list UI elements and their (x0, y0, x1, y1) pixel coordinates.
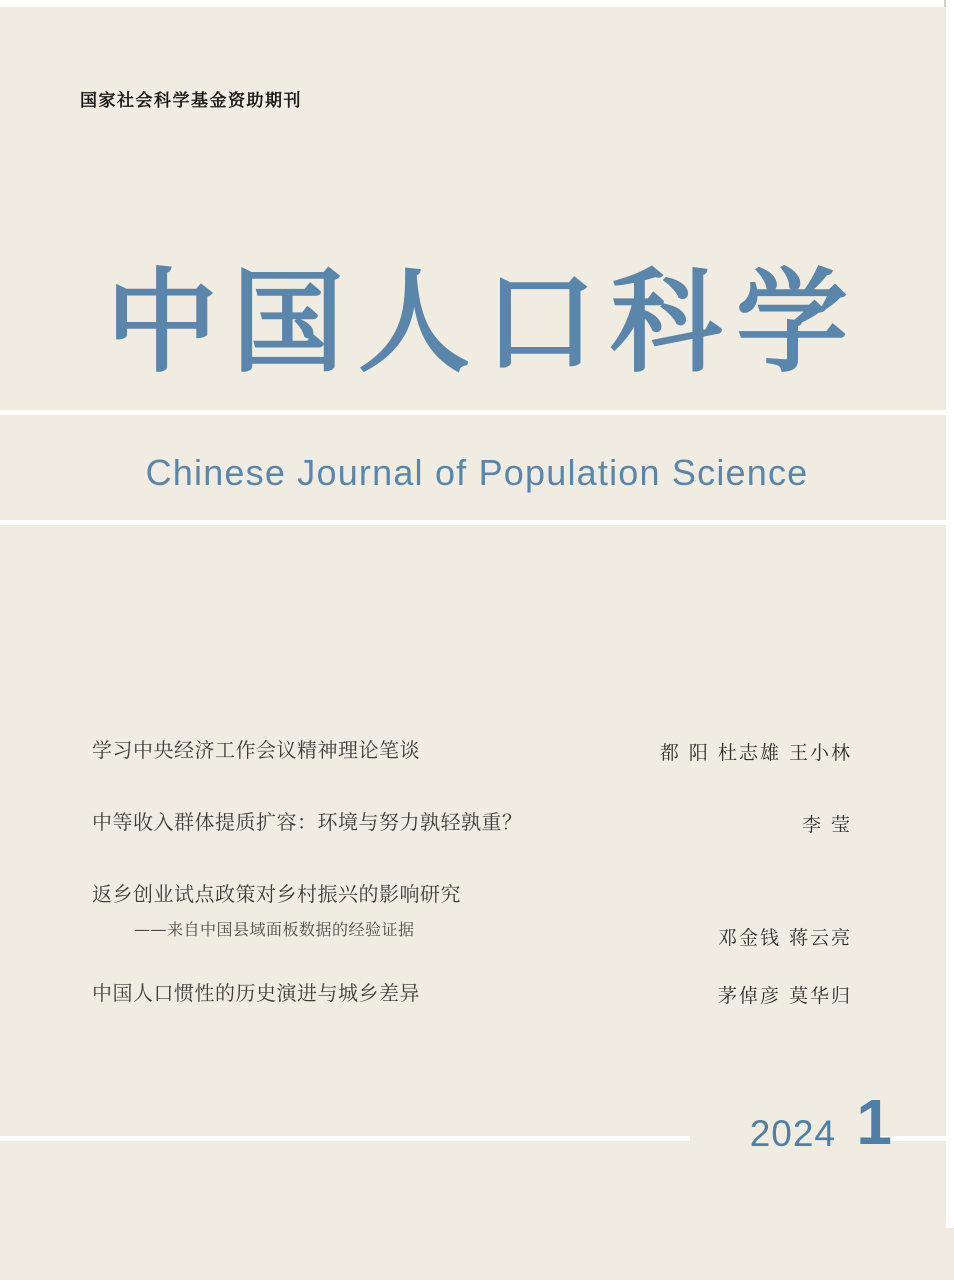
toc-entry-title: 中等收入群体提质扩容：环境与努力孰轻孰重？ (92, 810, 523, 834)
toc-entry-title: 学习中央经济工作会议精神理论笔谈 (92, 738, 420, 762)
toc-entry-subtitle: ——来自中国县域面板数据的经验证据 (134, 920, 415, 939)
issue-year: 2024 (749, 1113, 836, 1154)
toc-entry-authors: 茅倬彦 莫华归 (717, 985, 852, 1007)
toc-entry-title: 返乡创业试点政策对乡村振兴的影响研究 (92, 882, 461, 906)
journal-title-chinese: 中国人口科学 (106, 258, 862, 388)
issue-number: 1 (856, 1086, 892, 1158)
divider-bottom (0, 520, 954, 525)
toc-entry-authors: 邓金钱 蒋云亮 (717, 927, 852, 949)
journal-title-english: Chinese Journal of Population Science (145, 452, 809, 493)
divider-top (0, 410, 954, 415)
right-white-edge (946, 0, 954, 1280)
toc-entry (92, 735, 852, 769)
top-white-strip (0, 0, 954, 7)
toc-entry-authors: 李 莹 (801, 814, 852, 836)
footer-divider-left (0, 1136, 690, 1141)
table-of-contents (92, 735, 852, 1050)
toc-entry-title: 中国人口惯性的历史演进与城乡差异 (92, 981, 420, 1005)
toc-entry (92, 807, 852, 841)
sponsor-line: 国家社会科学基金资助期刊 (80, 91, 302, 111)
bottom-band (0, 1228, 954, 1280)
toc-entry (92, 978, 852, 1012)
toc-entry-authors: 都 阳 杜志雄 王小林 (659, 742, 852, 764)
toc-entry (92, 879, 852, 949)
